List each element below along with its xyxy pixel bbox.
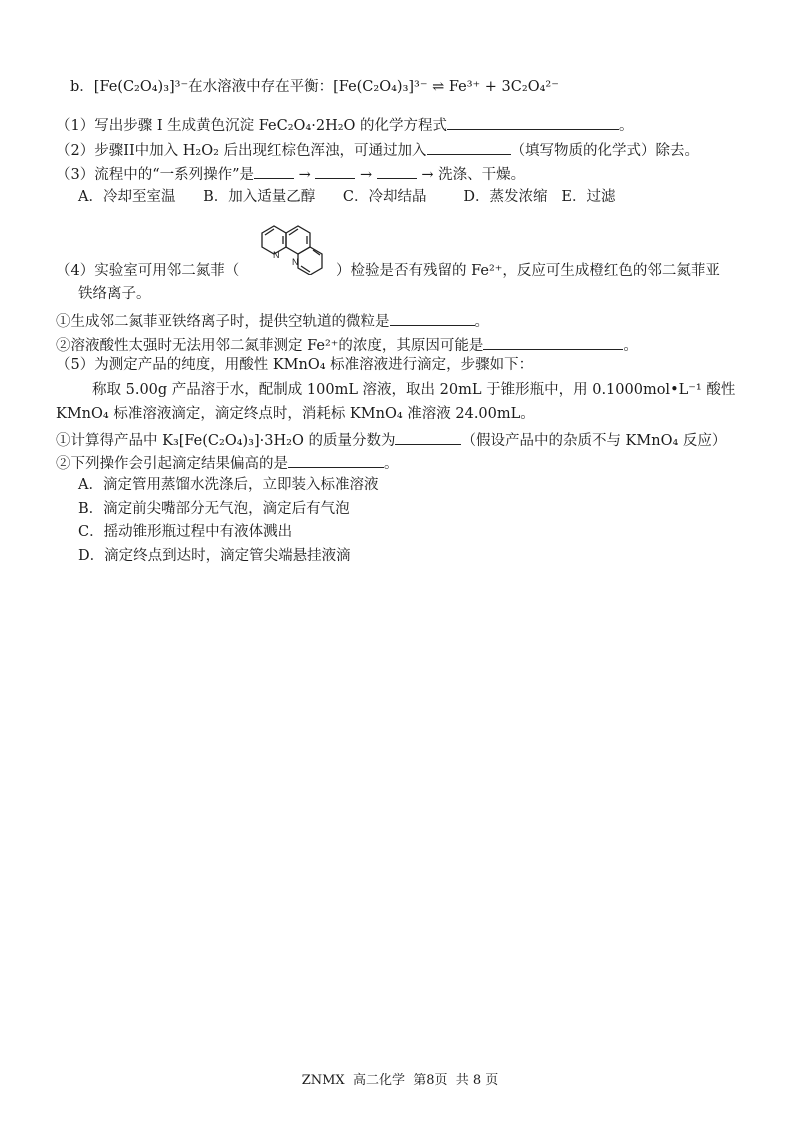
option-a-text: A．滴定管用蒸馏水洗涤后，立即装入标准溶液 bbox=[78, 477, 379, 493]
question-2 bbox=[56, 138, 699, 161]
question-4-b bbox=[336, 261, 720, 281]
q5-text-b: 称取 5.00g 产品溶于水，配制成 100mL 溶液，取出 20mL 于锥形瓶中，用 0.1000mol•L⁻¹ 酸性 bbox=[92, 382, 736, 398]
q3-end: → 洗涤、干燥。 bbox=[421, 167, 526, 183]
q4-text-c: 铁络离子。 bbox=[78, 286, 151, 302]
nitrogen-label-2: N bbox=[292, 257, 299, 267]
q4-1-text: ①生成邻二氮菲亚铁络离子时，提供空轨道的微粒是 bbox=[56, 314, 390, 330]
q3-text: （3）流程中的“一系列操作”是 bbox=[56, 167, 255, 183]
equilibrium-text: b．[Fe(C₂O₄)₃]³⁻在水溶液中存在平衡：[Fe(C₂O₄)₃]³⁻ ⇌ Fe³⁺ + 3C₂O₄²⁻ bbox=[70, 79, 559, 95]
option-c-text: C．摇动锥形瓶过程中有液体溅出 bbox=[78, 524, 293, 540]
question-4-c bbox=[78, 284, 151, 304]
option-b-text: B．滴定前尖嘴部分无气泡，滴定后有气泡 bbox=[78, 501, 350, 517]
q5-2-end: 。 bbox=[384, 456, 399, 472]
question-4-a bbox=[56, 261, 239, 281]
q5-2-text: ②下列操作会引起滴定结果偏高的是 bbox=[56, 456, 288, 472]
q4-2-text: ②溶液酸性太强时无法用邻二氮菲测定 Fe²⁺的浓度，其原因可能是 bbox=[56, 338, 484, 354]
q4-text-a: （4）实验室可用邻二氮菲（ bbox=[56, 263, 240, 279]
option-a bbox=[78, 475, 378, 495]
q4-2-end: 。 bbox=[623, 338, 638, 354]
question-1 bbox=[56, 113, 634, 136]
q1-text: （1）写出步骤 I 生成黄色沉淀 FeC₂O₄·2H₂O 的化学方程式 bbox=[56, 118, 448, 134]
q4-1-answer-blank[interactable] bbox=[390, 309, 475, 326]
q2-text: （2）步骤II中加入 H₂O₂ 后出现红棕色浑浊，可通过加入 bbox=[56, 143, 427, 159]
q4-2-answer-blank[interactable] bbox=[483, 333, 623, 350]
question-5-c bbox=[56, 404, 535, 424]
q5-2-answer-blank[interactable] bbox=[288, 451, 384, 468]
question-4-1 bbox=[56, 309, 489, 332]
nitrogen-label-1: N bbox=[273, 250, 280, 260]
q3-blank-2[interactable] bbox=[315, 162, 355, 179]
question-5 bbox=[56, 355, 533, 375]
question-4-2 bbox=[56, 333, 638, 356]
q3-options bbox=[78, 187, 615, 207]
q1-answer-blank[interactable] bbox=[447, 113, 619, 130]
question-5-b bbox=[92, 380, 735, 400]
q3-blank-3[interactable] bbox=[377, 162, 417, 179]
q3-arrow-2: → bbox=[360, 167, 373, 183]
q3-options-text: A．冷却至室温 B．加入适量乙醇 C．冷却结晶 D．蒸发浓缩 E．过滤 bbox=[78, 189, 616, 205]
q4-text-b: ）检验是否有残留的 Fe²⁺，反应可生成橙红色的邻二氮菲亚 bbox=[336, 263, 720, 279]
line-b bbox=[70, 77, 559, 97]
phenanthroline-structure-icon bbox=[248, 213, 332, 275]
q5-text: （5）为测定产品的纯度，用酸性 KMnO₄ 标准溶液进行滴定，步骤如下： bbox=[56, 357, 534, 373]
q5-1-text: ①计算得产品中 K₃[Fe(C₂O₄)₃]·3H₂O 的质量分数为 bbox=[56, 433, 396, 449]
option-b bbox=[78, 499, 350, 519]
option-d-text: D．滴定终点到达时，滴定管尖端悬挂液滴 bbox=[78, 548, 351, 564]
question-3 bbox=[56, 162, 525, 185]
question-5-2 bbox=[56, 451, 399, 474]
q3-blank-1[interactable] bbox=[254, 162, 294, 179]
question-5-1 bbox=[56, 428, 726, 451]
q5-1-answer-blank[interactable] bbox=[395, 428, 461, 445]
footer-text: ZNMX 高二化学 第8页 共 8 页 bbox=[301, 1073, 499, 1088]
q4-1-end: 。 bbox=[474, 314, 489, 330]
q3-arrow-1: → bbox=[298, 167, 311, 183]
q5-1-end: （假设产品中的杂质不与 KMnO₄ 反应） bbox=[461, 433, 727, 449]
q1-end: 。 bbox=[619, 118, 634, 134]
option-d bbox=[78, 546, 351, 566]
q2-answer-blank[interactable] bbox=[427, 138, 511, 155]
q5-text-c: KMnO₄ 标准溶液滴定，滴定终点时，消耗标 KMnO₄ 准溶液 24.00mL。 bbox=[56, 406, 535, 422]
q2-end: （填写物质的化学式）除去。 bbox=[510, 143, 700, 159]
option-c bbox=[78, 522, 292, 542]
page-footer bbox=[0, 1069, 800, 1088]
